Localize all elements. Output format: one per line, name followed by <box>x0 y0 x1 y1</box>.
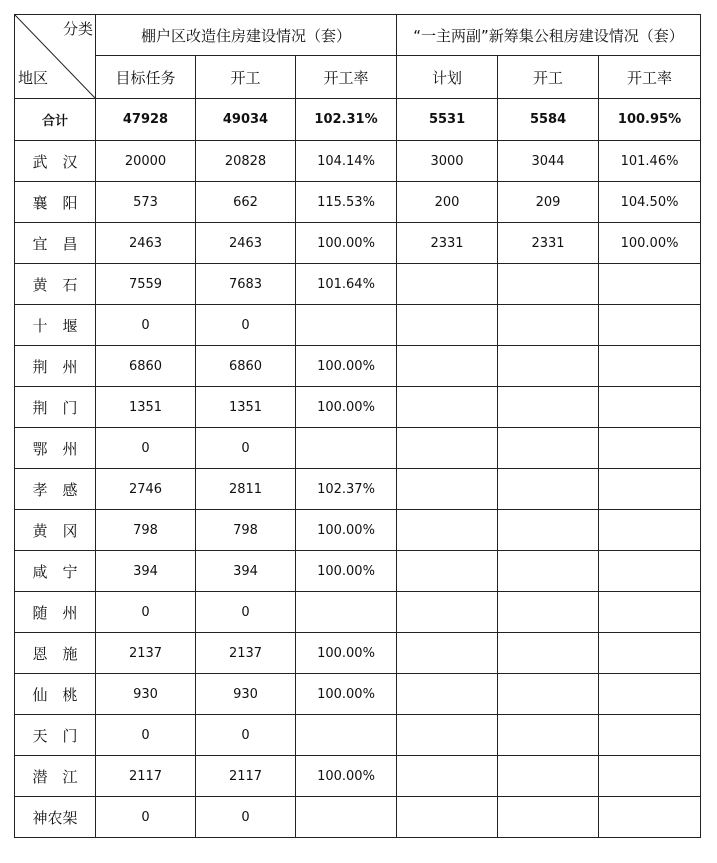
cell-value <box>397 510 498 551</box>
region-name: 神农架 <box>15 797 96 838</box>
region-name: 荆 门 <box>15 387 96 428</box>
cell-value <box>397 633 498 674</box>
cell-value: 0 <box>96 428 196 469</box>
table-row <box>15 428 701 469</box>
cell-value <box>397 346 498 387</box>
total-value: 102.31% <box>296 99 397 141</box>
cell-value: 2137 <box>196 633 296 674</box>
region-name: 天 门 <box>15 715 96 756</box>
table-row <box>15 264 701 305</box>
total-row <box>15 99 701 141</box>
cell-value <box>397 674 498 715</box>
housing-construction-table <box>14 14 701 838</box>
cell-value <box>599 797 701 838</box>
table-row <box>15 756 701 797</box>
cell-value: 20828 <box>196 141 296 182</box>
cell-value <box>397 305 498 346</box>
cell-value: 2463 <box>196 223 296 264</box>
table-row <box>15 592 701 633</box>
col-header-started-2: 开工 <box>498 56 599 99</box>
table-row <box>15 182 701 223</box>
cell-value <box>498 387 599 428</box>
cell-value <box>397 715 498 756</box>
cell-value: 100.00% <box>296 223 397 264</box>
cell-value <box>498 551 599 592</box>
cell-value: 0 <box>196 715 296 756</box>
total-label: 合计 <box>15 99 96 141</box>
cell-value: 100.00% <box>296 510 397 551</box>
cell-value: 930 <box>196 674 296 715</box>
col-header-started: 开工 <box>196 56 296 99</box>
cell-value: 100.00% <box>296 633 397 674</box>
cell-value <box>498 305 599 346</box>
cell-value <box>599 756 701 797</box>
cell-value: 2331 <box>397 223 498 264</box>
cell-value: 200 <box>397 182 498 223</box>
region-name: 武 汉 <box>15 141 96 182</box>
cell-value <box>296 305 397 346</box>
region-name: 宜 昌 <box>15 223 96 264</box>
cell-value <box>498 633 599 674</box>
cell-value: 0 <box>196 797 296 838</box>
cell-value <box>498 469 599 510</box>
cell-value: 100.00% <box>296 551 397 592</box>
cell-value: 6860 <box>196 346 296 387</box>
cell-value <box>599 469 701 510</box>
cell-value: 0 <box>96 305 196 346</box>
cell-value: 3000 <box>397 141 498 182</box>
cell-value <box>498 674 599 715</box>
cell-value <box>599 551 701 592</box>
cell-value: 2331 <box>498 223 599 264</box>
region-name: 鄂 州 <box>15 428 96 469</box>
region-name: 黄 石 <box>15 264 96 305</box>
group-title-shantytown: 棚户区改造住房建设情况（套） <box>96 15 397 56</box>
cell-value: 0 <box>96 592 196 633</box>
cell-value: 394 <box>96 551 196 592</box>
table-row <box>15 305 701 346</box>
cell-value <box>599 346 701 387</box>
total-value: 47928 <box>96 99 196 141</box>
cell-value <box>599 592 701 633</box>
cell-value: 0 <box>196 305 296 346</box>
cell-value <box>599 387 701 428</box>
cell-value: 115.53% <box>296 182 397 223</box>
cell-value: 100.00% <box>296 756 397 797</box>
table-row <box>15 633 701 674</box>
cell-value <box>498 592 599 633</box>
cell-value <box>397 469 498 510</box>
table-row <box>15 551 701 592</box>
cell-value <box>296 797 397 838</box>
table-row <box>15 223 701 264</box>
cell-value <box>599 633 701 674</box>
header-corner-cell <box>15 15 96 99</box>
cell-value <box>397 428 498 469</box>
cell-value: 100.00% <box>296 346 397 387</box>
cell-value: 20000 <box>96 141 196 182</box>
cell-value: 3044 <box>498 141 599 182</box>
region-name: 潜 江 <box>15 756 96 797</box>
table-row <box>15 510 701 551</box>
cell-value: 0 <box>196 592 296 633</box>
table-row <box>15 797 701 838</box>
group-title-public-rental: “一主两副”新筹集公租房建设情况（套） <box>397 15 701 56</box>
cell-value <box>498 756 599 797</box>
table-row <box>15 674 701 715</box>
cell-value <box>296 428 397 469</box>
category-label: 分类 <box>62 20 93 38</box>
total-value: 100.95% <box>599 99 701 141</box>
cell-value: 0 <box>96 797 196 838</box>
table-row <box>15 715 701 756</box>
cell-value <box>397 551 498 592</box>
cell-value <box>599 264 701 305</box>
col-header-target: 目标任务 <box>96 56 196 99</box>
cell-value: 100.00% <box>599 223 701 264</box>
cell-value: 2746 <box>96 469 196 510</box>
cell-value: 100.00% <box>296 674 397 715</box>
cell-value <box>498 715 599 756</box>
cell-value <box>498 510 599 551</box>
cell-value: 104.50% <box>599 182 701 223</box>
region-name: 恩 施 <box>15 633 96 674</box>
table-row <box>15 346 701 387</box>
cell-value <box>599 674 701 715</box>
table-row <box>15 469 701 510</box>
cell-value <box>397 797 498 838</box>
cell-value: 662 <box>196 182 296 223</box>
col-header-plan: 计划 <box>397 56 498 99</box>
cell-value: 0 <box>96 715 196 756</box>
cell-value: 2463 <box>96 223 196 264</box>
cell-value: 209 <box>498 182 599 223</box>
cell-value: 798 <box>196 510 296 551</box>
cell-value: 2137 <box>96 633 196 674</box>
total-value: 49034 <box>196 99 296 141</box>
cell-value <box>498 797 599 838</box>
cell-value <box>296 715 397 756</box>
cell-value <box>397 756 498 797</box>
cell-value: 104.14% <box>296 141 397 182</box>
cell-value: 573 <box>96 182 196 223</box>
region-name: 仙 桃 <box>15 674 96 715</box>
region-name: 荆 州 <box>15 346 96 387</box>
region-name: 襄 阳 <box>15 182 96 223</box>
cell-value: 101.64% <box>296 264 397 305</box>
cell-value: 2117 <box>196 756 296 797</box>
region-name: 黄 冈 <box>15 510 96 551</box>
cell-value <box>397 592 498 633</box>
cell-value <box>599 305 701 346</box>
table-row <box>15 141 701 182</box>
cell-value: 2117 <box>96 756 196 797</box>
cell-value <box>397 387 498 428</box>
cell-value: 6860 <box>96 346 196 387</box>
total-value: 5531 <box>397 99 498 141</box>
total-value: 5584 <box>498 99 599 141</box>
cell-value <box>599 510 701 551</box>
table-row <box>15 387 701 428</box>
cell-value: 930 <box>96 674 196 715</box>
cell-value <box>397 264 498 305</box>
cell-value <box>498 346 599 387</box>
cell-value: 2811 <box>196 469 296 510</box>
cell-value: 101.46% <box>599 141 701 182</box>
cell-value <box>599 715 701 756</box>
region-rows <box>15 141 701 838</box>
cell-value <box>498 264 599 305</box>
col-header-start-rate: 开工率 <box>296 56 397 99</box>
region-label: 地区 <box>18 69 49 87</box>
cell-value: 7683 <box>196 264 296 305</box>
cell-value: 798 <box>96 510 196 551</box>
cell-value: 1351 <box>96 387 196 428</box>
cell-value <box>599 428 701 469</box>
region-name: 十 堰 <box>15 305 96 346</box>
cell-value: 100.00% <box>296 387 397 428</box>
region-name: 随 州 <box>15 592 96 633</box>
col-header-start-rate-2: 开工率 <box>599 56 701 99</box>
region-name: 咸 宁 <box>15 551 96 592</box>
cell-value: 394 <box>196 551 296 592</box>
cell-value: 0 <box>196 428 296 469</box>
cell-value: 102.37% <box>296 469 397 510</box>
cell-value <box>296 592 397 633</box>
cell-value <box>498 428 599 469</box>
cell-value: 1351 <box>196 387 296 428</box>
region-name: 孝 感 <box>15 469 96 510</box>
cell-value: 7559 <box>96 264 196 305</box>
